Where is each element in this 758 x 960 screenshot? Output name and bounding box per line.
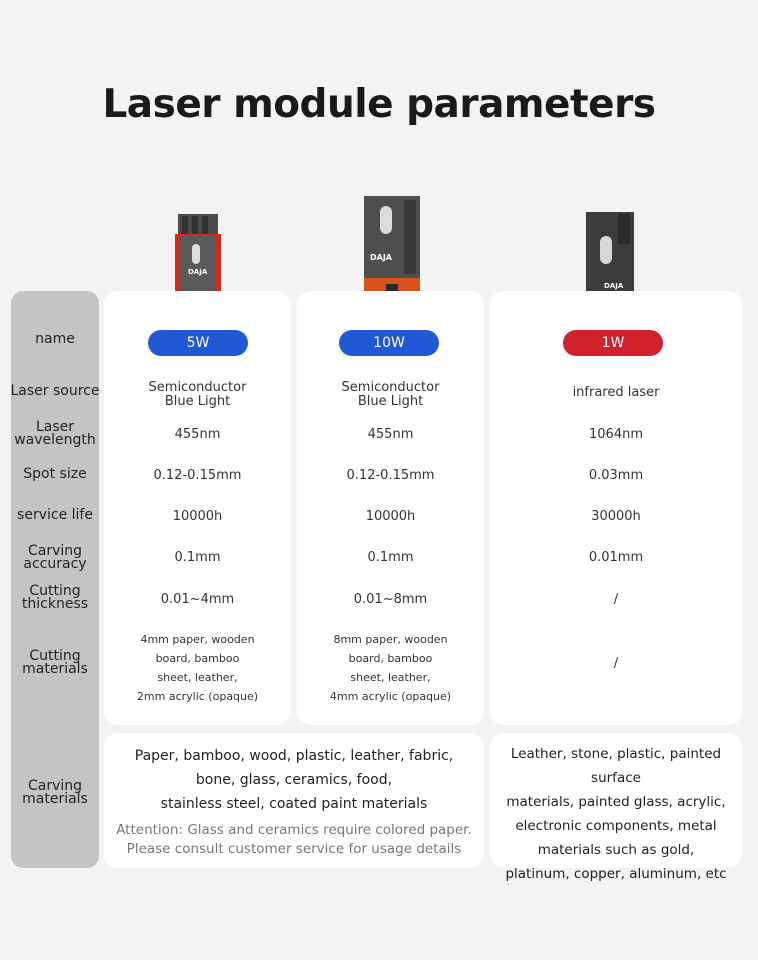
row-label-name: name bbox=[35, 331, 75, 347]
cell-5w-spot: 0.12-0.15mm bbox=[153, 468, 242, 483]
cell-10w-accuracy: 0.1mm bbox=[367, 550, 414, 565]
brand-logo-5w: DAJA bbox=[188, 268, 208, 276]
badge-10w: 10W bbox=[339, 330, 439, 356]
row-label-wavelength: Laser wavelength bbox=[14, 419, 96, 448]
cell-5w-cutting-materials: 4mm paper, wooden board, bamboo sheet, leather, 2mm acrylic (opaque) bbox=[136, 633, 259, 703]
cell-1w-wavelength: 1064nm bbox=[589, 427, 643, 442]
cell-10w-wavelength: 455nm bbox=[367, 427, 414, 442]
row-label-carving-materials: Carving materials bbox=[22, 778, 88, 807]
cell-5w-accuracy: 0.1mm bbox=[174, 550, 221, 565]
cell-10w-spot: 0.12-0.15mm bbox=[346, 468, 435, 483]
cell-10w-thickness: 0.01~8mm bbox=[353, 592, 428, 607]
cell-10w-source: Semiconductor Blue Light bbox=[341, 380, 440, 409]
attention-note: Attention: Glass and ceramics require colored paper. Please consult customer service for usage details bbox=[116, 822, 472, 857]
badge-5w: 5W bbox=[148, 330, 248, 356]
cell-5w-thickness: 0.01~4mm bbox=[160, 592, 235, 607]
brand-logo-1w: DAJA bbox=[604, 282, 624, 290]
cell-1w-spot: 0.03mm bbox=[588, 468, 644, 483]
carving-materials-infrared: Leather, stone, plastic, painted surface materials, painted glass, acrylic, electronic components, metal materials such as gold, platinum, copper, aluminum, etc bbox=[505, 746, 727, 882]
cell-1w-thickness: / bbox=[613, 592, 619, 607]
cell-10w-cutting-materials: 8mm paper, wooden board, bamboo sheet, leather, 4mm acrylic (opaque) bbox=[329, 633, 452, 703]
row-label-spot-size: Spot size bbox=[23, 466, 87, 482]
cell-5w-source: Semiconductor Blue Light bbox=[148, 380, 247, 409]
badge-1w: 1W bbox=[563, 330, 663, 356]
page-title: Laser module parameters bbox=[102, 82, 656, 127]
cell-5w-life: 10000h bbox=[172, 509, 223, 524]
row-label-laser-source: Laser source bbox=[10, 383, 100, 399]
cell-5w-wavelength: 455nm bbox=[174, 427, 221, 442]
cell-1w-accuracy: 0.01mm bbox=[588, 550, 644, 565]
row-label-service-life: service life bbox=[17, 507, 93, 523]
row-label-cutting-materials: Cutting materials bbox=[22, 648, 88, 677]
row-label-cutting-thickness: Cutting thickness bbox=[21, 583, 89, 612]
cell-1w-source: infrared laser bbox=[572, 385, 660, 400]
brand-logo-10w: DAJA bbox=[370, 253, 392, 262]
carving-materials-blue: Paper, bamboo, wood, plastic, leather, fabric, bone, glass, ceramics, food, stainless steel, coated paint materials bbox=[134, 748, 454, 812]
cell-1w-cutting-materials: / bbox=[613, 656, 619, 671]
cell-10w-life: 10000h bbox=[365, 509, 416, 524]
cell-1w-life: 30000h bbox=[591, 509, 641, 524]
row-label-carving-accuracy: Carving accuracy bbox=[23, 543, 87, 572]
